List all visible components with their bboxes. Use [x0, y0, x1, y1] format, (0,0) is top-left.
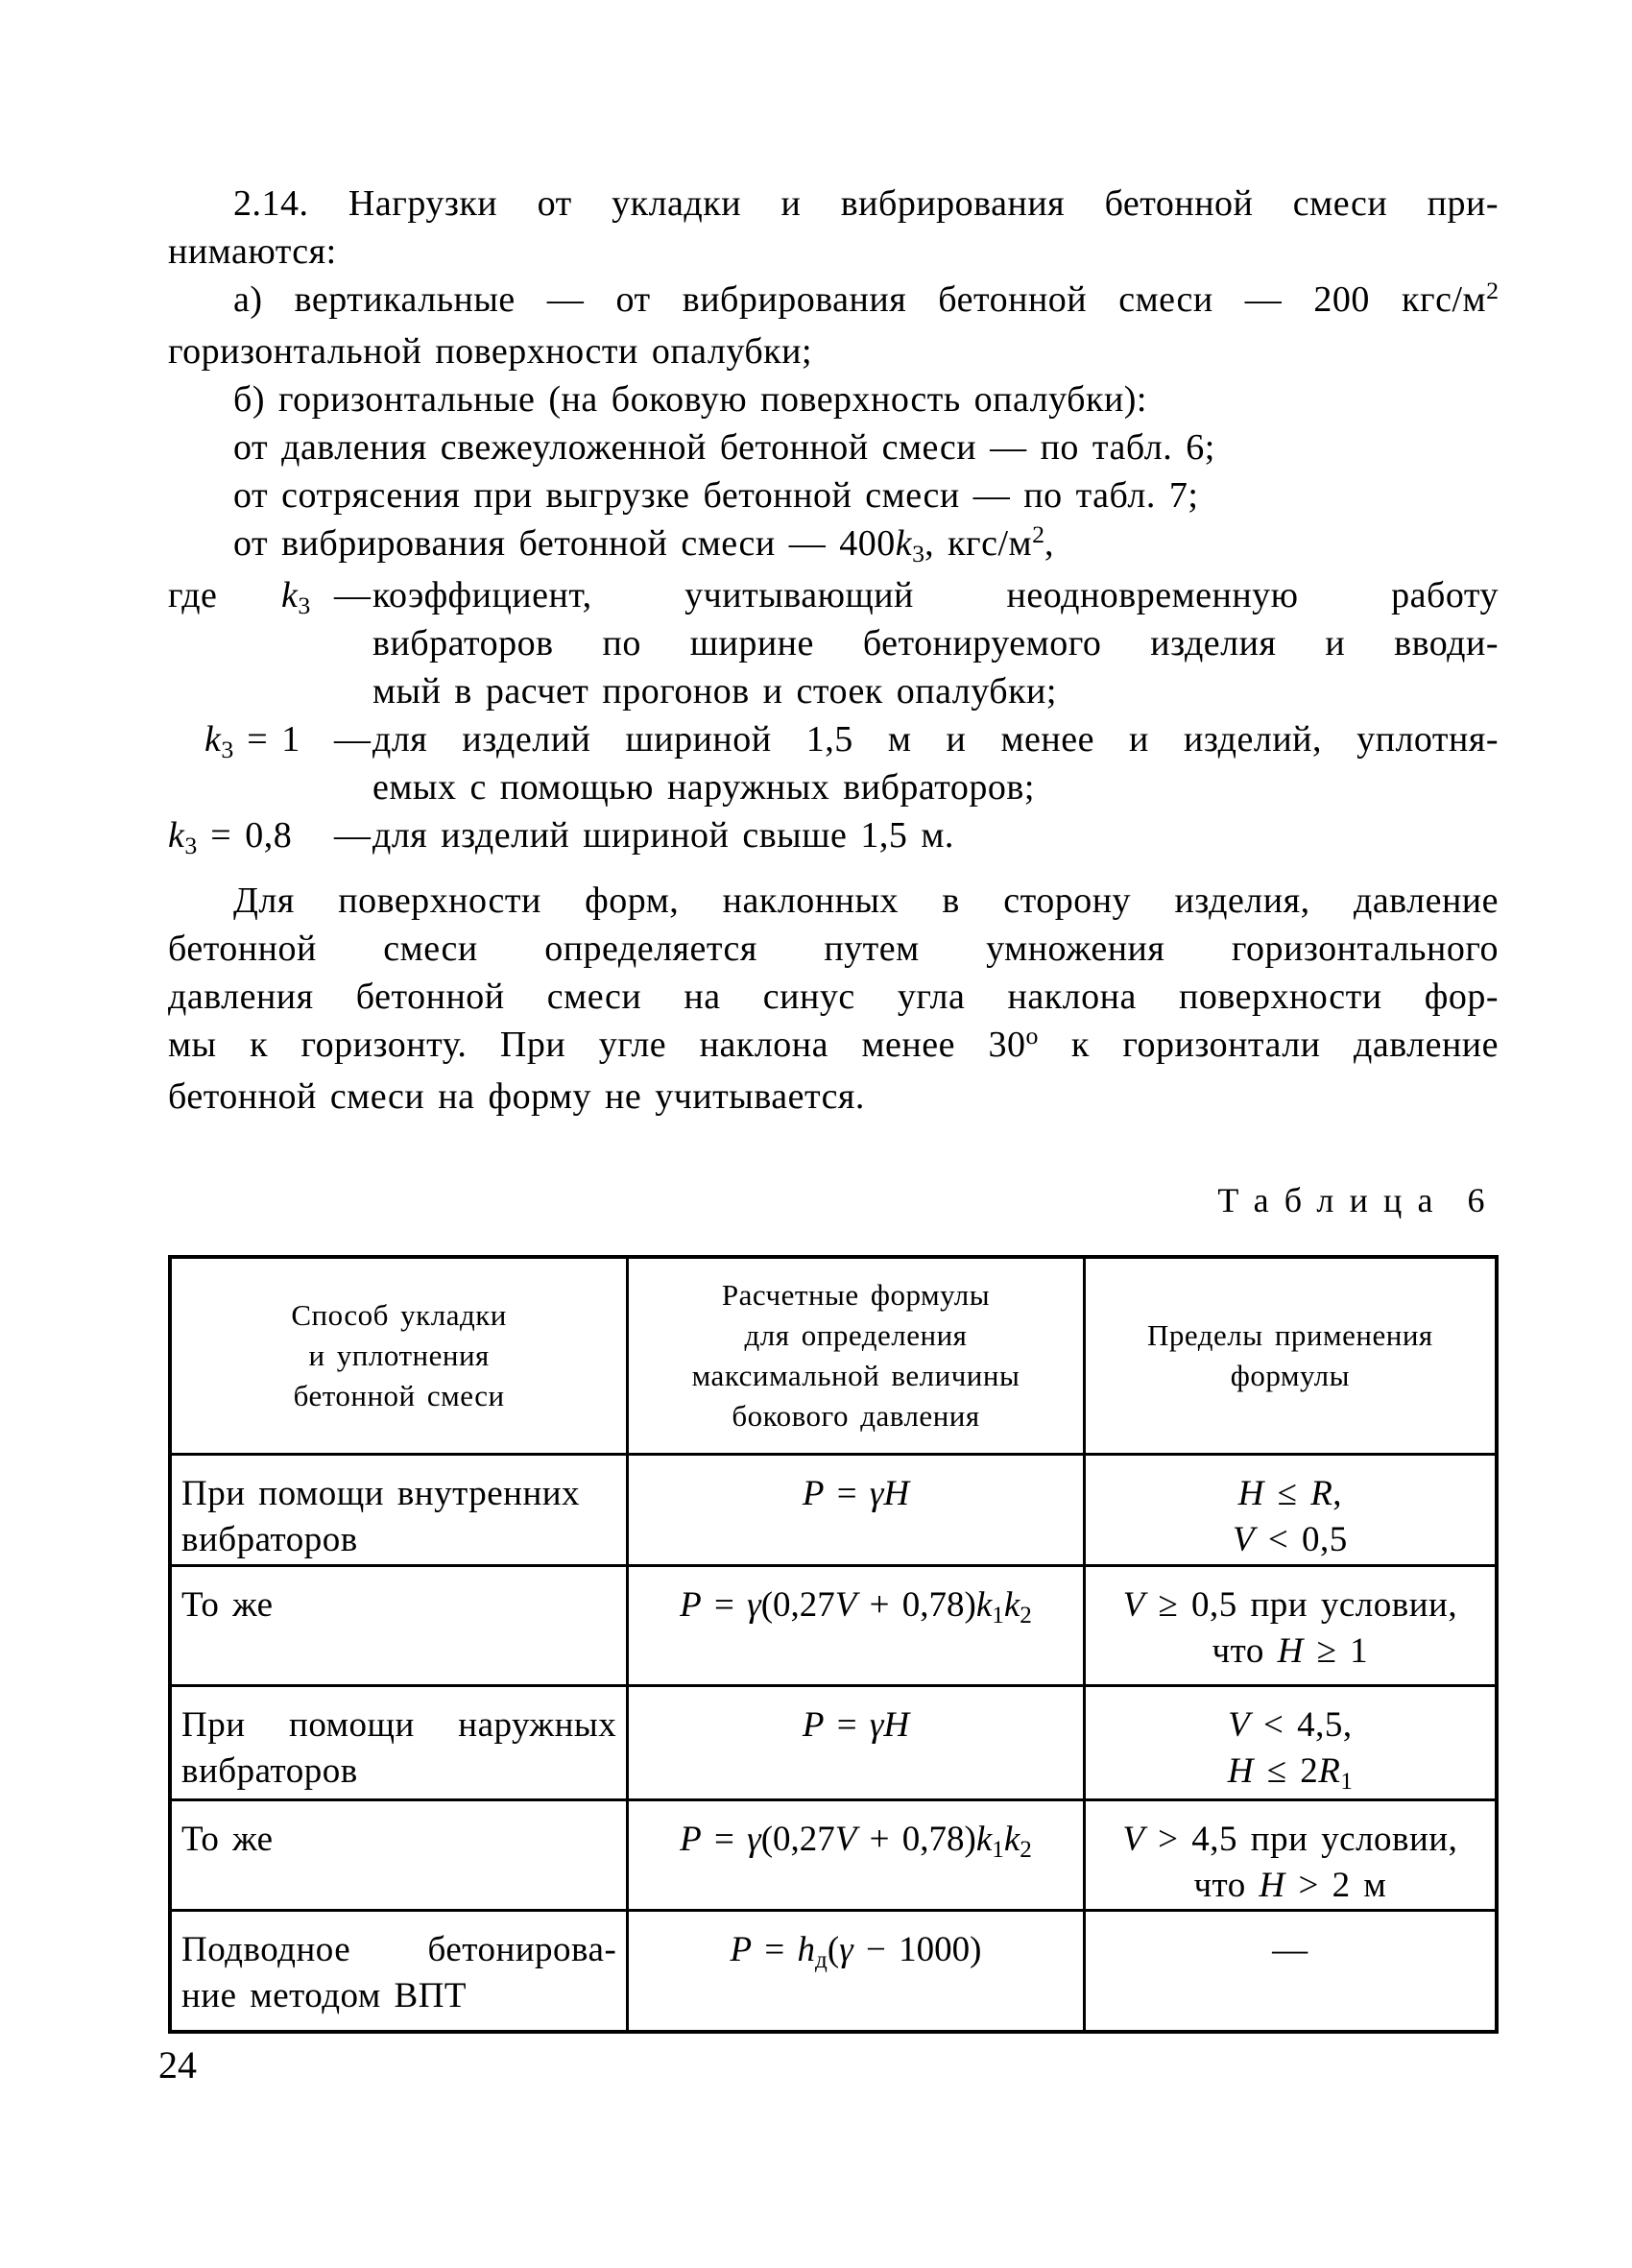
text-line: Для поверхности форм, наклонных в сторону изделия, давление [233, 881, 1499, 921]
cell-method [170, 1454, 628, 1565]
cell-limits [1084, 1685, 1497, 1799]
formula: P = γ(0,27V + 0,78)k1k2 [680, 1584, 1032, 1629]
header-line: максимальной величины [691, 1358, 1020, 1392]
header-line: для определения [744, 1317, 968, 1352]
limits-line: V < 4,5, [1228, 1704, 1353, 1745]
header-line: формулы [1230, 1358, 1350, 1392]
text-line: бетонной смеси на форму не учитывается. [168, 1076, 865, 1117]
cell-formula [628, 1799, 1084, 1910]
definition-dash: — [334, 815, 372, 856]
limits-line: V < 0,5 [1232, 1519, 1348, 1559]
definition-line [168, 715, 1499, 763]
text-line: а) вертикальные — от вибрирования бетонной смеси — 200 кгс/$м^2$ [233, 277, 1499, 320]
definition-where-label: где [168, 575, 218, 615]
header-line: бетонной смеси [293, 1378, 505, 1412]
definition-term-k3-eq-08: k3 = 0,8 [168, 815, 293, 860]
formula: P = γH [802, 1704, 910, 1745]
cell-limits [1084, 1799, 1497, 1910]
definition-dash: — [334, 719, 372, 760]
table-caption-number: 6 [1467, 1181, 1485, 1219]
table-header-row [170, 1257, 1497, 1454]
cell-formula [628, 1685, 1084, 1799]
formula: P = γH [802, 1473, 910, 1513]
cell-formula [628, 1565, 1084, 1685]
definition-text: мый в расчет прогонов и стоек опалубки; [372, 671, 1057, 712]
page-number: 24 [158, 2043, 197, 2087]
header-line: бокового давления [732, 1398, 980, 1433]
text-line: давления бетонной смеси на синус угла наклона поверхности фор- [168, 977, 1499, 1017]
text-line: от сотрясения при выгрузке бетонной смеси — по табл. 7; [233, 475, 1199, 516]
table-6 [168, 1255, 1499, 2034]
definition-text: для изделий шириной свыше 1,5 м. [372, 815, 954, 856]
table-header-limits [1084, 1257, 1497, 1454]
definition-text: для изделий шириной 1,5 м и менее и изделий, уплотня- [372, 719, 1499, 760]
cell-method [170, 1910, 628, 2032]
definition-term-k3-eq-1: k3 = 1 [204, 719, 300, 764]
limits-line: V > 4,5 при условии, [1122, 1819, 1458, 1859]
cell-limits [1084, 1454, 1497, 1565]
text-line: бетонной смеси определяется путем умножения горизонтального [168, 929, 1499, 969]
table-row [170, 1454, 1497, 1565]
cell-formula [628, 1454, 1084, 1565]
method-line: Подводное бетонирова- [181, 1929, 617, 1969]
text-line: 2.14. Нагрузки от укладки и вибрирования бетонной смеси при- [233, 183, 1499, 224]
page-body-text [168, 180, 1499, 2034]
cell-method [170, 1799, 628, 1910]
header-line: и уплотнения [308, 1338, 490, 1372]
cell-formula [628, 1910, 1084, 2032]
limits-line: V ≥ 0,5 при условии, [1122, 1584, 1458, 1625]
definition-dash: — [334, 575, 372, 615]
table-row [170, 1565, 1497, 1685]
definition-line [168, 571, 1499, 619]
cell-limits [1084, 1910, 1497, 2032]
limits-line: H ≤ R, [1237, 1473, 1343, 1513]
definition-text: коэффициент, учитывающий неодновременную работу [372, 575, 1499, 615]
method-line: То же [181, 1819, 274, 1859]
table-row [170, 1685, 1497, 1799]
cell-limits [1084, 1565, 1497, 1685]
method-line: При помощи внутренних [181, 1473, 581, 1513]
definition-text: емых с помощью наружных вибраторов; [372, 767, 1035, 808]
method-line: То же [181, 1584, 274, 1625]
text-line: мы к горизонту. При угле наклона менее $30^о$ к горизонтали давление [168, 1022, 1500, 1065]
definition-text: вибраторов по ширине бетонируемого изделия и вводи- [372, 623, 1499, 664]
cell-method [170, 1565, 628, 1685]
table-header-formula [628, 1257, 1084, 1454]
table-row [170, 1799, 1497, 1910]
method-line: При помощи наружных [181, 1704, 617, 1745]
header-line: Пределы применения [1147, 1317, 1433, 1352]
limits-line: что H > 2 м [1193, 1865, 1387, 1905]
method-line: ние методом ВПТ [181, 1975, 468, 2015]
cell-method [170, 1685, 628, 1799]
table-row [170, 1910, 1497, 2032]
table-caption [168, 1176, 1499, 1224]
method-line: вибраторов [181, 1750, 358, 1791]
header-line: Способ укладки [291, 1297, 507, 1332]
limits-line: H ≤ 2R1 [1227, 1750, 1353, 1795]
definition-line [168, 811, 1499, 859]
limits-line: что H ≥ 1 [1212, 1630, 1369, 1671]
text-line: горизонтальной поверхности опалубки; [168, 331, 813, 372]
text-line: от вибрирования бетонной смеси — 400k3, кгс/$м^2$, [233, 520, 1055, 568]
limits-line: — [1272, 1929, 1308, 1969]
formula: P = γ(0,27V + 0,78)k1k2 [680, 1819, 1032, 1863]
text-line: б) горизонтальные (на боковую поверхность опалубки): [233, 379, 1147, 420]
table-caption-word: Таблица [1217, 1181, 1449, 1219]
table-header-method [170, 1257, 628, 1454]
text-line: нимаются: [168, 231, 337, 272]
definition-term-k3: k3 [281, 575, 311, 620]
header-line: Расчетные формулы [721, 1277, 991, 1312]
formula: P = hд(γ − 1000) [730, 1929, 982, 1973]
method-line: вибраторов [181, 1519, 358, 1559]
text-line: от давления свежеуложенной бетонной смеси — по табл. 6; [233, 427, 1215, 468]
